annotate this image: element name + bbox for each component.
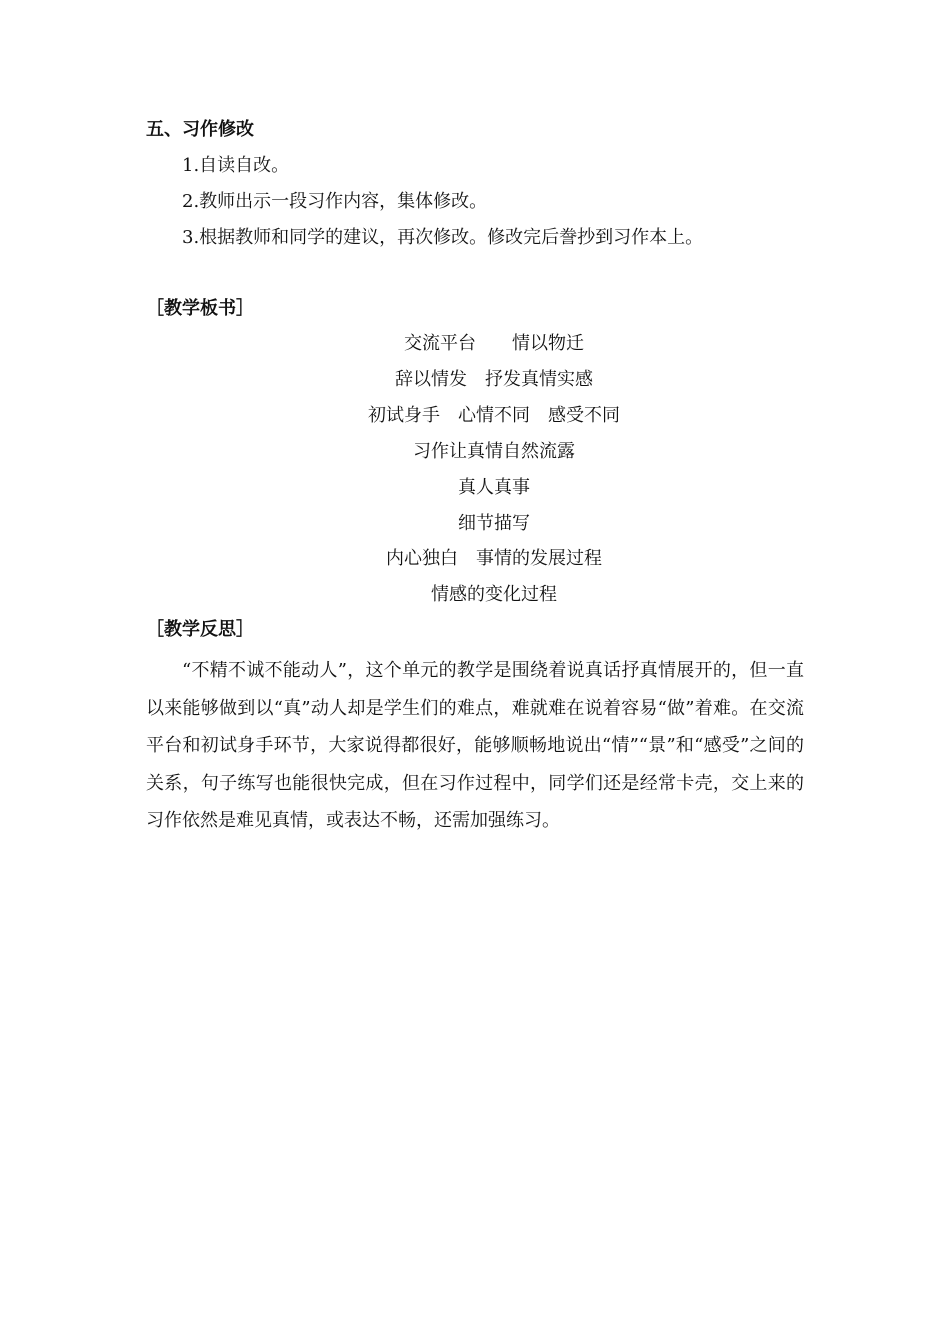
section-title-revision: 五、习作修改 [146,119,254,140]
revision-step-3: 3.根据教师和同学的建议，再次修改。修改完后誊抄到习作本上。 [182,227,704,248]
section-title-blackboard: ［教学板书］ [146,298,254,319]
revision-step-1: 1.自读自改。 [182,155,290,176]
blackboard-line-7: 内心独白 事情的发展过程 [386,548,602,569]
blackboard-line-3: 初试身手 心情不同 感受不同 [368,405,620,426]
blackboard-line-8: 情感的变化过程 [431,584,557,605]
blackboard-line-4: 习作让真情自然流露 [413,441,575,462]
revision-step-2: 2.教师出示一段习作内容，集体修改。 [182,191,488,212]
blackboard-line-1: 交流平台 情以物迁 [404,333,584,354]
reflection-paragraph: “不精不诚不能动人”，这个单元的教学是围绕着说真话抒真情展开的，但一直以来能够做到以“真”动人却是学生们的难点，难就难在说着容易“做”着难。在交流平台和初试身手环节，大家说得都很好，能够顺畅地说出“情”“景”和“感受”之间的关系，句子练写也能很快完成，但在习作过程中，同学们还是经常卡壳，交上来的习作依然是难见真情，或表达不畅，还需加强练习。 [146,660,804,831]
section-title-reflection: ［教学反思］ [146,619,254,640]
blackboard-line-2: 辞以情发 抒发真情实感 [395,369,593,390]
blackboard-line-5: 真人真事 [458,477,530,498]
blackboard-line-6: 细节描写 [458,513,530,534]
